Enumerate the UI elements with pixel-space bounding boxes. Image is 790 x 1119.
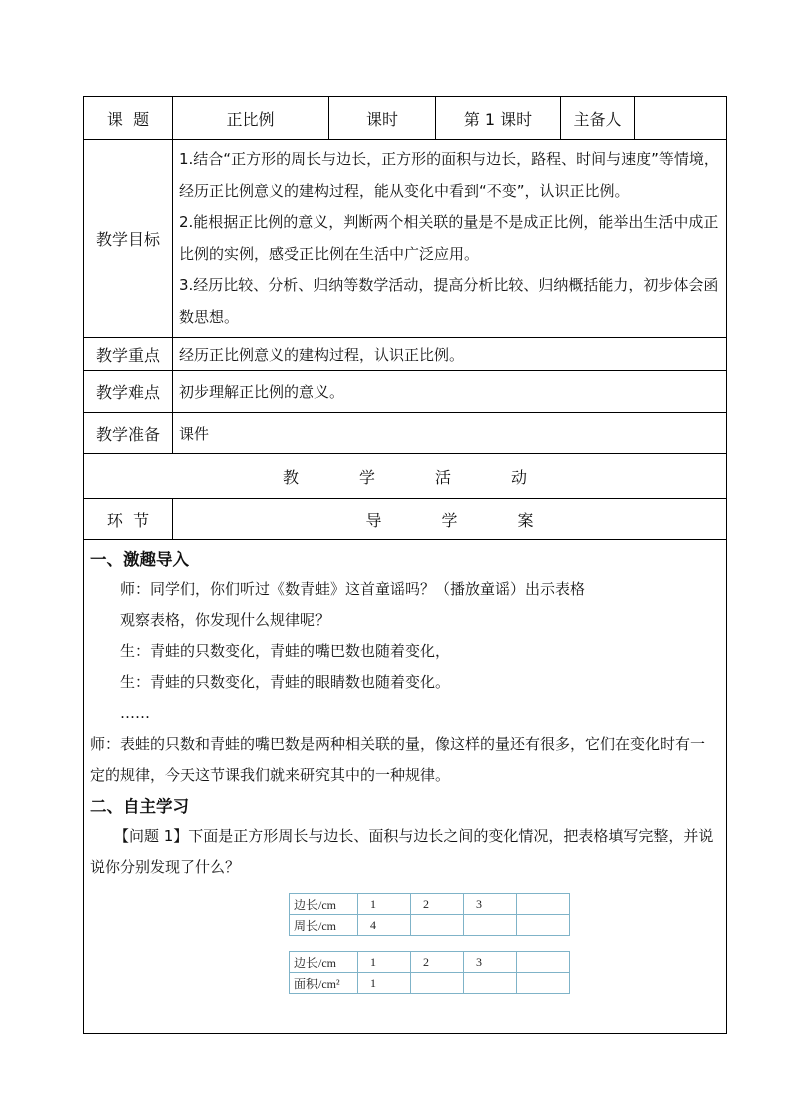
goals-label: 教学目标 <box>84 140 173 338</box>
period-label: 课时 <box>329 97 436 140</box>
table-row <box>290 952 570 973</box>
section-label: 环 节 <box>84 499 173 540</box>
section1-paragraph: 师：表蛙的只数和青蛙的嘴巴数是两种相关联的量，像这样的量还有很多，它们在变化时有一定的规律，今天这节课我们就来研究其中的一种规律。 <box>90 735 706 784</box>
difficulties-label: 教学难点 <box>84 371 173 413</box>
section-title-char: 学 <box>441 510 458 530</box>
table-cell: 3 <box>464 894 517 915</box>
table-cell: 1 <box>358 894 411 915</box>
lesson-plan-table <box>83 96 727 1034</box>
table-cell: 周长/cm <box>290 915 358 936</box>
activities-title-char: 学 <box>358 467 375 487</box>
activities-title-char: 活 <box>435 467 452 487</box>
table-cell: 4 <box>358 915 411 936</box>
table-cell: 1 <box>358 952 411 973</box>
table-cell <box>517 952 570 973</box>
table-cell: 3 <box>464 952 517 973</box>
activities-title-char: 动 <box>511 467 528 487</box>
goal-item: 2.能根据正比例的意义，判断两个相关联的量是不是成正比例，能举出生活中成正比例的实例，感受正比例在生活中广泛应用。 <box>179 213 719 263</box>
table-cell <box>517 894 570 915</box>
goal-item: 3.经历比较、分析、归纳等数学活动，提高分析比较、归纳概括能力，初步体会函数思想。 <box>179 276 719 326</box>
preparer-value <box>635 97 727 140</box>
section-title-char: 案 <box>517 510 534 530</box>
period-value: 第 1 课时 <box>436 97 561 140</box>
key-points-value: 经历正比例意义的建构过程，认识正比例。 <box>173 338 727 371</box>
difficulties-value: 初步理解正比例的意义。 <box>173 371 727 413</box>
topic-value: 正比例 <box>173 97 329 140</box>
preparer-label: 主备人 <box>561 97 635 140</box>
section-title-char: 导 <box>365 510 382 530</box>
goals-content <box>173 140 727 338</box>
dialog-line: 观察表格，你发现什么规律呢？ <box>120 611 331 629</box>
guide-content <box>84 540 727 1034</box>
activities-title <box>84 454 727 499</box>
table-row <box>290 894 570 915</box>
table-cell: 1 <box>358 973 411 994</box>
table-cell <box>411 915 464 936</box>
table-cell <box>464 915 517 936</box>
table-row <box>290 973 570 994</box>
table-cell <box>517 973 570 994</box>
topic-label: 课 题 <box>84 97 173 140</box>
table-cell <box>517 915 570 936</box>
goal-item: 1.结合“正方形的周长与边长，正方形的面积与边长，路程、时间与速度”等情境，经历正比例意义的建构过程，能从变化中看到“不变”，认识正比例。 <box>179 150 719 200</box>
table-cell: 面积/cm² <box>290 973 358 994</box>
preparation-value: 课件 <box>173 413 727 454</box>
table-cell: 2 <box>411 894 464 915</box>
dialog-line: 生：青蛙的只数变化，青蛙的眼睛数也随着变化。 <box>120 673 451 691</box>
section2-heading: 二、自主学习 <box>90 797 189 816</box>
section1-heading: 一、激趣导入 <box>90 550 189 569</box>
question-1: 【问题 1】下面是正方形周长与边长、面积与边长之间的变化情况，把表格填写完整，并说说你分别发现了什么？ <box>90 827 714 876</box>
table-row <box>290 915 570 936</box>
table-cell <box>411 973 464 994</box>
section-title <box>173 499 727 540</box>
dialog-line: 生：青蛙的只数变化，青蛙的嘴巴数也随着变化， <box>120 642 451 660</box>
dialog-line: 师：同学们，你们听过《数青蛙》这首童谣吗？（播放童谣）出示表格 <box>120 580 586 598</box>
key-points-label: 教学重点 <box>84 338 173 371</box>
area-table <box>289 951 570 994</box>
perimeter-table <box>289 893 570 936</box>
preparation-label: 教学准备 <box>84 413 173 454</box>
lesson-plan <box>83 96 726 1034</box>
activities-title-char: 教 <box>282 467 299 487</box>
table-cell: 边长/cm <box>290 894 358 915</box>
dialog-line: …… <box>120 704 150 722</box>
table-cell: 边长/cm <box>290 952 358 973</box>
table-cell: 2 <box>411 952 464 973</box>
table-cell <box>464 973 517 994</box>
